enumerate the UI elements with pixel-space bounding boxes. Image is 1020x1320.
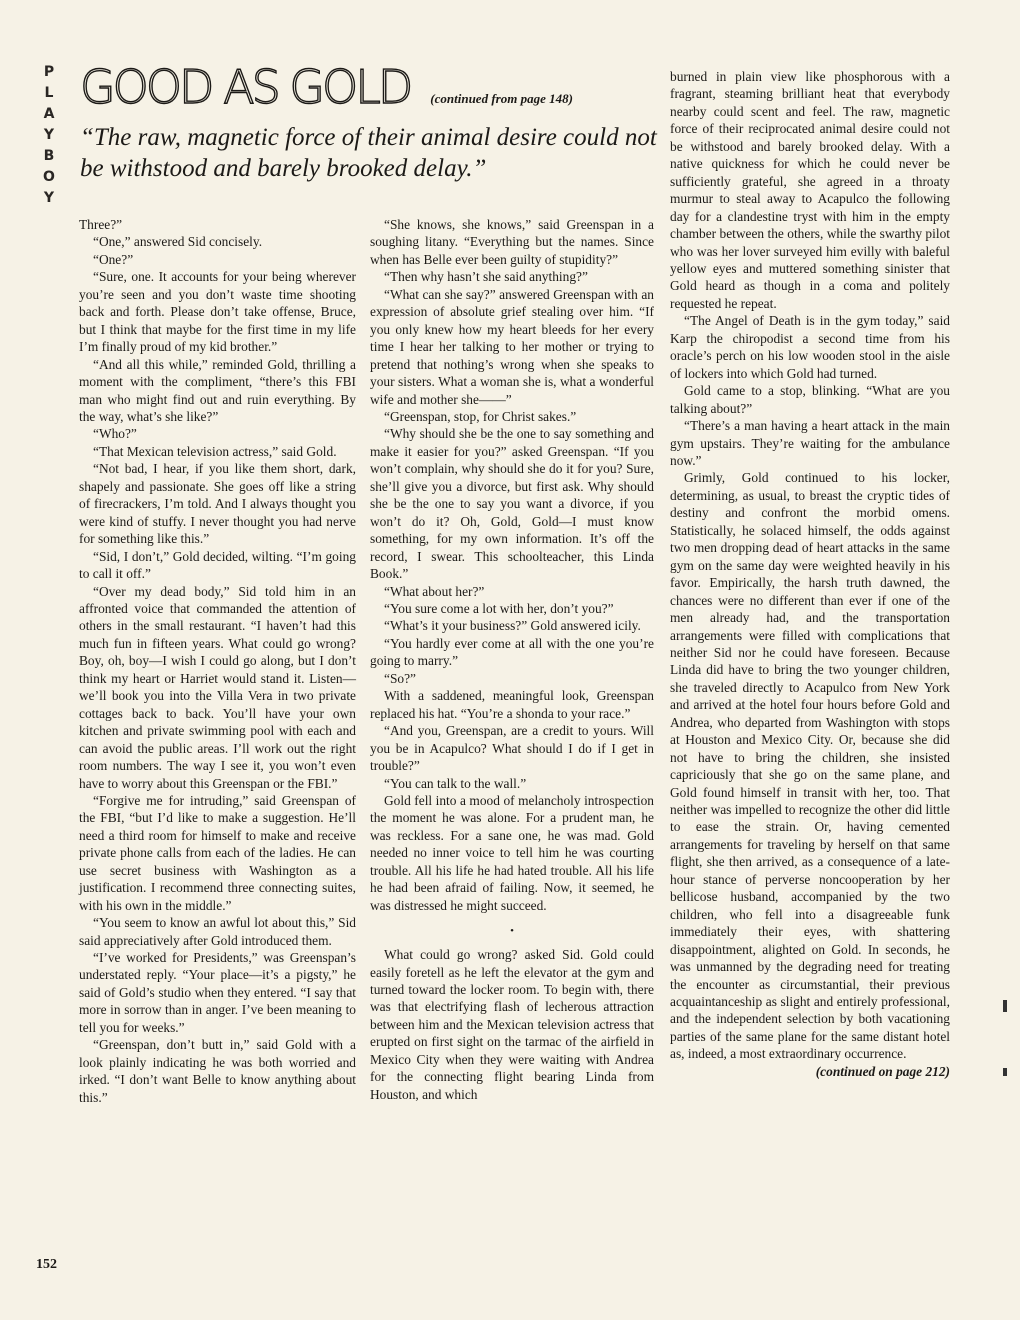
magazine-letter: P	[43, 64, 55, 80]
paragraph: “That Mexican television actress,” said Gold.	[93, 443, 337, 459]
paragraph: “One,” answered Sid concisely.	[93, 234, 263, 250]
paragraph: burned in plain view like phosphorous with a fragrant, steaming brilliant heat that everybody nearby could scent and feel. The raw, magnetic force of their reciprocated animal desire could not be withstood and barely brooked delay. With a native quickness for which he could never be sufficiently grateful, she agreed in a throaty murmur to steal away to Acapulco the following day for a clandestine tryst with him in the empty chamber between the others, while the swarthy pilot who was her lover surveyed him evilly with baleful yellow eyes and muttered something sinister that Gold heard as though in a coma and politely requested he repeat.	[670, 69, 950, 311]
text-column-1	[79, 216, 356, 1106]
paragraph: “You seem to know an awful lot about this,” Sid said appreciatively after Gold introduced them.	[79, 915, 356, 948]
paragraph: “You can talk to the wall.”	[384, 775, 527, 791]
paragraph: “The Angel of Death is in the gym today,” said Karp the chiropodist a second time from his oracle’s perch on his low wooden stool in the aisle of lockers into which Gold had turned.	[670, 313, 950, 381]
magazine-letter: A	[43, 106, 55, 122]
magazine-letter: Y	[43, 190, 55, 206]
paragraph: “You sure come a lot with her, don’t you?”	[384, 600, 614, 616]
continued-from-note: (continued from page 148)	[430, 91, 573, 106]
paragraph: “There’s a man having a heart attack in the main gym upstairs. They’re waiting for the ambulance now.”	[670, 418, 950, 468]
paragraph: “Then why hasn’t she said anything?”	[384, 269, 588, 285]
paragraph: “What’s it your business?” Gold answered icily.	[384, 618, 641, 634]
paragraph: “Why should she be the one to say something and make it easier for you?” asked Greenspan. “If you won’t complain, why should she do it for you? Sure, she’ll give you a divorce, but first ask. Why should she be the one to say you want a divorce, if you won’t do it? Oh, Gold, Gold—I must know something, for my own information. It’s off the record, I swear. This schoolteacher, this Linda Book.”	[370, 426, 654, 582]
paragraph: Three?”	[79, 217, 123, 232]
paragraph: “Sid, I don’t,” Gold decided, wilting. “I’m going to call it off.”	[79, 548, 356, 582]
paragraph: What could go wrong? asked Sid. Gold could easily foretell as he left the elevator at the gym and turned toward the locker room. To begin with, there was that electrifying flash of lecherous attraction between him and the Mexican television actress that erupted on first sight on the tarmac of the airfield in Mexico City when they were waiting with Andrea for the connecting flight bearing Linda from Houston, and which	[370, 947, 654, 1102]
paragraph: Gold came to a stop, blinking. “What are you talking about?”	[670, 383, 950, 416]
section-break-bullet: •	[510, 925, 514, 938]
paragraph: “Not bad, I hear, if you like them short, dark, shapely and passionate. She goes off like a string of firecrackers, I’m told. And I always thought you were kind of stuffy. I never thought you had nerve for something like this.”	[79, 461, 356, 547]
paragraph: “She knows, she knows,” said Greenspan in a soughing litany. “Everything but the names. Since when has Belle ever been guilty of stupidity?”	[370, 217, 654, 267]
magazine-letter: O	[43, 169, 55, 185]
text-column-2	[370, 216, 654, 1103]
paragraph: “Greenspan, don’t butt in,” said Gold with a look plainly indicating he was both worried and irked. “I don’t want Belle to know anything about this.”	[79, 1037, 356, 1105]
paragraph: “And you, Greenspan, are a credit to yours. Will you be in Acapulco? What should I do if I get in trouble?”	[370, 723, 654, 774]
paragraph: With a saddened, meaningful look, Greenspan replaced his hat. “You’re a shonda to your race.”	[370, 688, 654, 721]
margin-mark	[1003, 1000, 1007, 1012]
article-title: GOOD AS GOLD	[80, 60, 411, 114]
margin-mark	[1003, 1068, 1007, 1076]
text-column-3	[670, 68, 950, 1080]
magazine-letter: Y	[43, 127, 55, 143]
paragraph: Gold fell into a mood of melancholy introspection the moment he was alone. For a prudent man, he was reckless. For a sane one, he was mad. Gold needed no inner voice to tell him he was courting trouble. All his life he had hated trouble. All his life he had been afraid of failing. Now, it seemed, he was distressed he might succeed.	[370, 792, 654, 913]
paragraph: “So?”	[384, 670, 416, 686]
paragraph: “I’ve worked for Presidents,” was Greenspan’s understated reply. “Your place—it’s a pigsty,” he said of Gold’s studio when they entered. “I say that more in sorrow than in anger. I’ve been meaning to tell you for weeks.”	[79, 950, 356, 1035]
paragraph: “What can she say?” answered Greenspan with an expression of absolute grief stealing over him. “If you only knew how my heart bleeds for her every time I hear her talking to her mother or trying to pretend that nothing’s wrong when she speaks to your sisters. What a woman she is, what a wonderful wife and mother she——”	[370, 286, 654, 407]
continued-on-note: (continued on page 212)	[815, 1063, 950, 1079]
paragraph: “One?”	[93, 251, 134, 267]
page-number: 152	[36, 1257, 57, 1272]
magazine-letter: B	[43, 148, 55, 164]
pull-quote: “The raw, magnetic force of their animal desire could not be withstood and barely brooked delay.”	[80, 124, 657, 182]
paragraph: “Over my dead body,” Sid told him in an affronted voice that commanded the attention of others in the small restaurant. “I haven’t had this much fun in fifteen years. What could go wrong? Boy, oh, boy—I wish I could go along, but I don’t think my heart or Harriet would stand it. Listen—we’ll book you into the Villa Vera in two private cottages back to back. You’ll have your own kitchen and private swimming pool with each and can avoid the public areas. I’ll work out the right room numbers. The way I see it, you won’t even have to worry about this Greenspan or the FBI.”	[79, 583, 356, 791]
paragraph: “Greenspan, stop, for Christ sakes.”	[384, 408, 577, 424]
magazine-letter: L	[44, 85, 54, 101]
paragraph: Grimly, Gold continued to his locker, determining, as usual, to breast the cryptic tides of destiny and confront the morbid omens. Statistically, he solaced himself, the odds against two men dropping dead of heart attacks in the same gym on the same day were weighted heavily in his favor. Empirically, the harsh truth dawned, the chances were no different than ever if one of the men already had, and the transportation arrangements were filled with complications that neither Sid nor he could have foreseen. Because Linda did have to bring the two younger children, she traveled directly to Acapulco from New York and arrived at the hotel four hours before Gold and Andrea, who departed from Washington with stops at Houston and Mexico City. Or, because she did not have to bring the children, she insisted capriciously that she go on the same plane, and Gold found himself in transit with her, too. That neither was impelled to recognize the other did little to ease the strain. Or, having cemented arrangements for traveling by herself on that same flight, she then arrived, as a consequence of a late-hour stance of perverse noncooperation by her bellicose husband, accompanied by the two children, who fell into a disagreeable funk immediately their eyes, with shattering disappointment, alighted on Gold. In seconds, he was unmanned by the degrading need for treating the encounter as circumstantial, their previous acquaintanceship as slight and entirely professional, and the independent selection by both vacationing parties of the same plane for the same distant hotel as, indeed, a most extraordinary occurrence.	[670, 470, 950, 1062]
magazine-name-vertical	[36, 62, 62, 209]
paragraph: “Sure, one. It accounts for your being wherever you’re seen and you don’t waste time shooting back and forth. Please don’t take offense, Bruce, but I think that maybe for the first time in my life I’m finally proud of my kid brother.”	[79, 269, 356, 355]
paragraph: “And all this while,” reminded Gold, thrilling a moment with the compliment, “there’s this FBI man who might find out and ruin everything. By the way, what’s she like?”	[79, 356, 356, 424]
headline-row	[80, 60, 660, 114]
paragraph: “What about her?”	[384, 583, 485, 599]
paragraph: “You hardly ever come at all with the one you’re going to marry.”	[370, 635, 654, 669]
paragraph: “Who?”	[93, 426, 137, 442]
paragraph: “Forgive me for intruding,” said Greenspan of the FBI, “but I’d like to make a suggestion. He’ll need a third room for himself to make and receive private phone calls from each of the ladies. He can use secret business with Washington as a justification. I recommend three connecting suites, with his own in the middle.”	[79, 792, 356, 913]
